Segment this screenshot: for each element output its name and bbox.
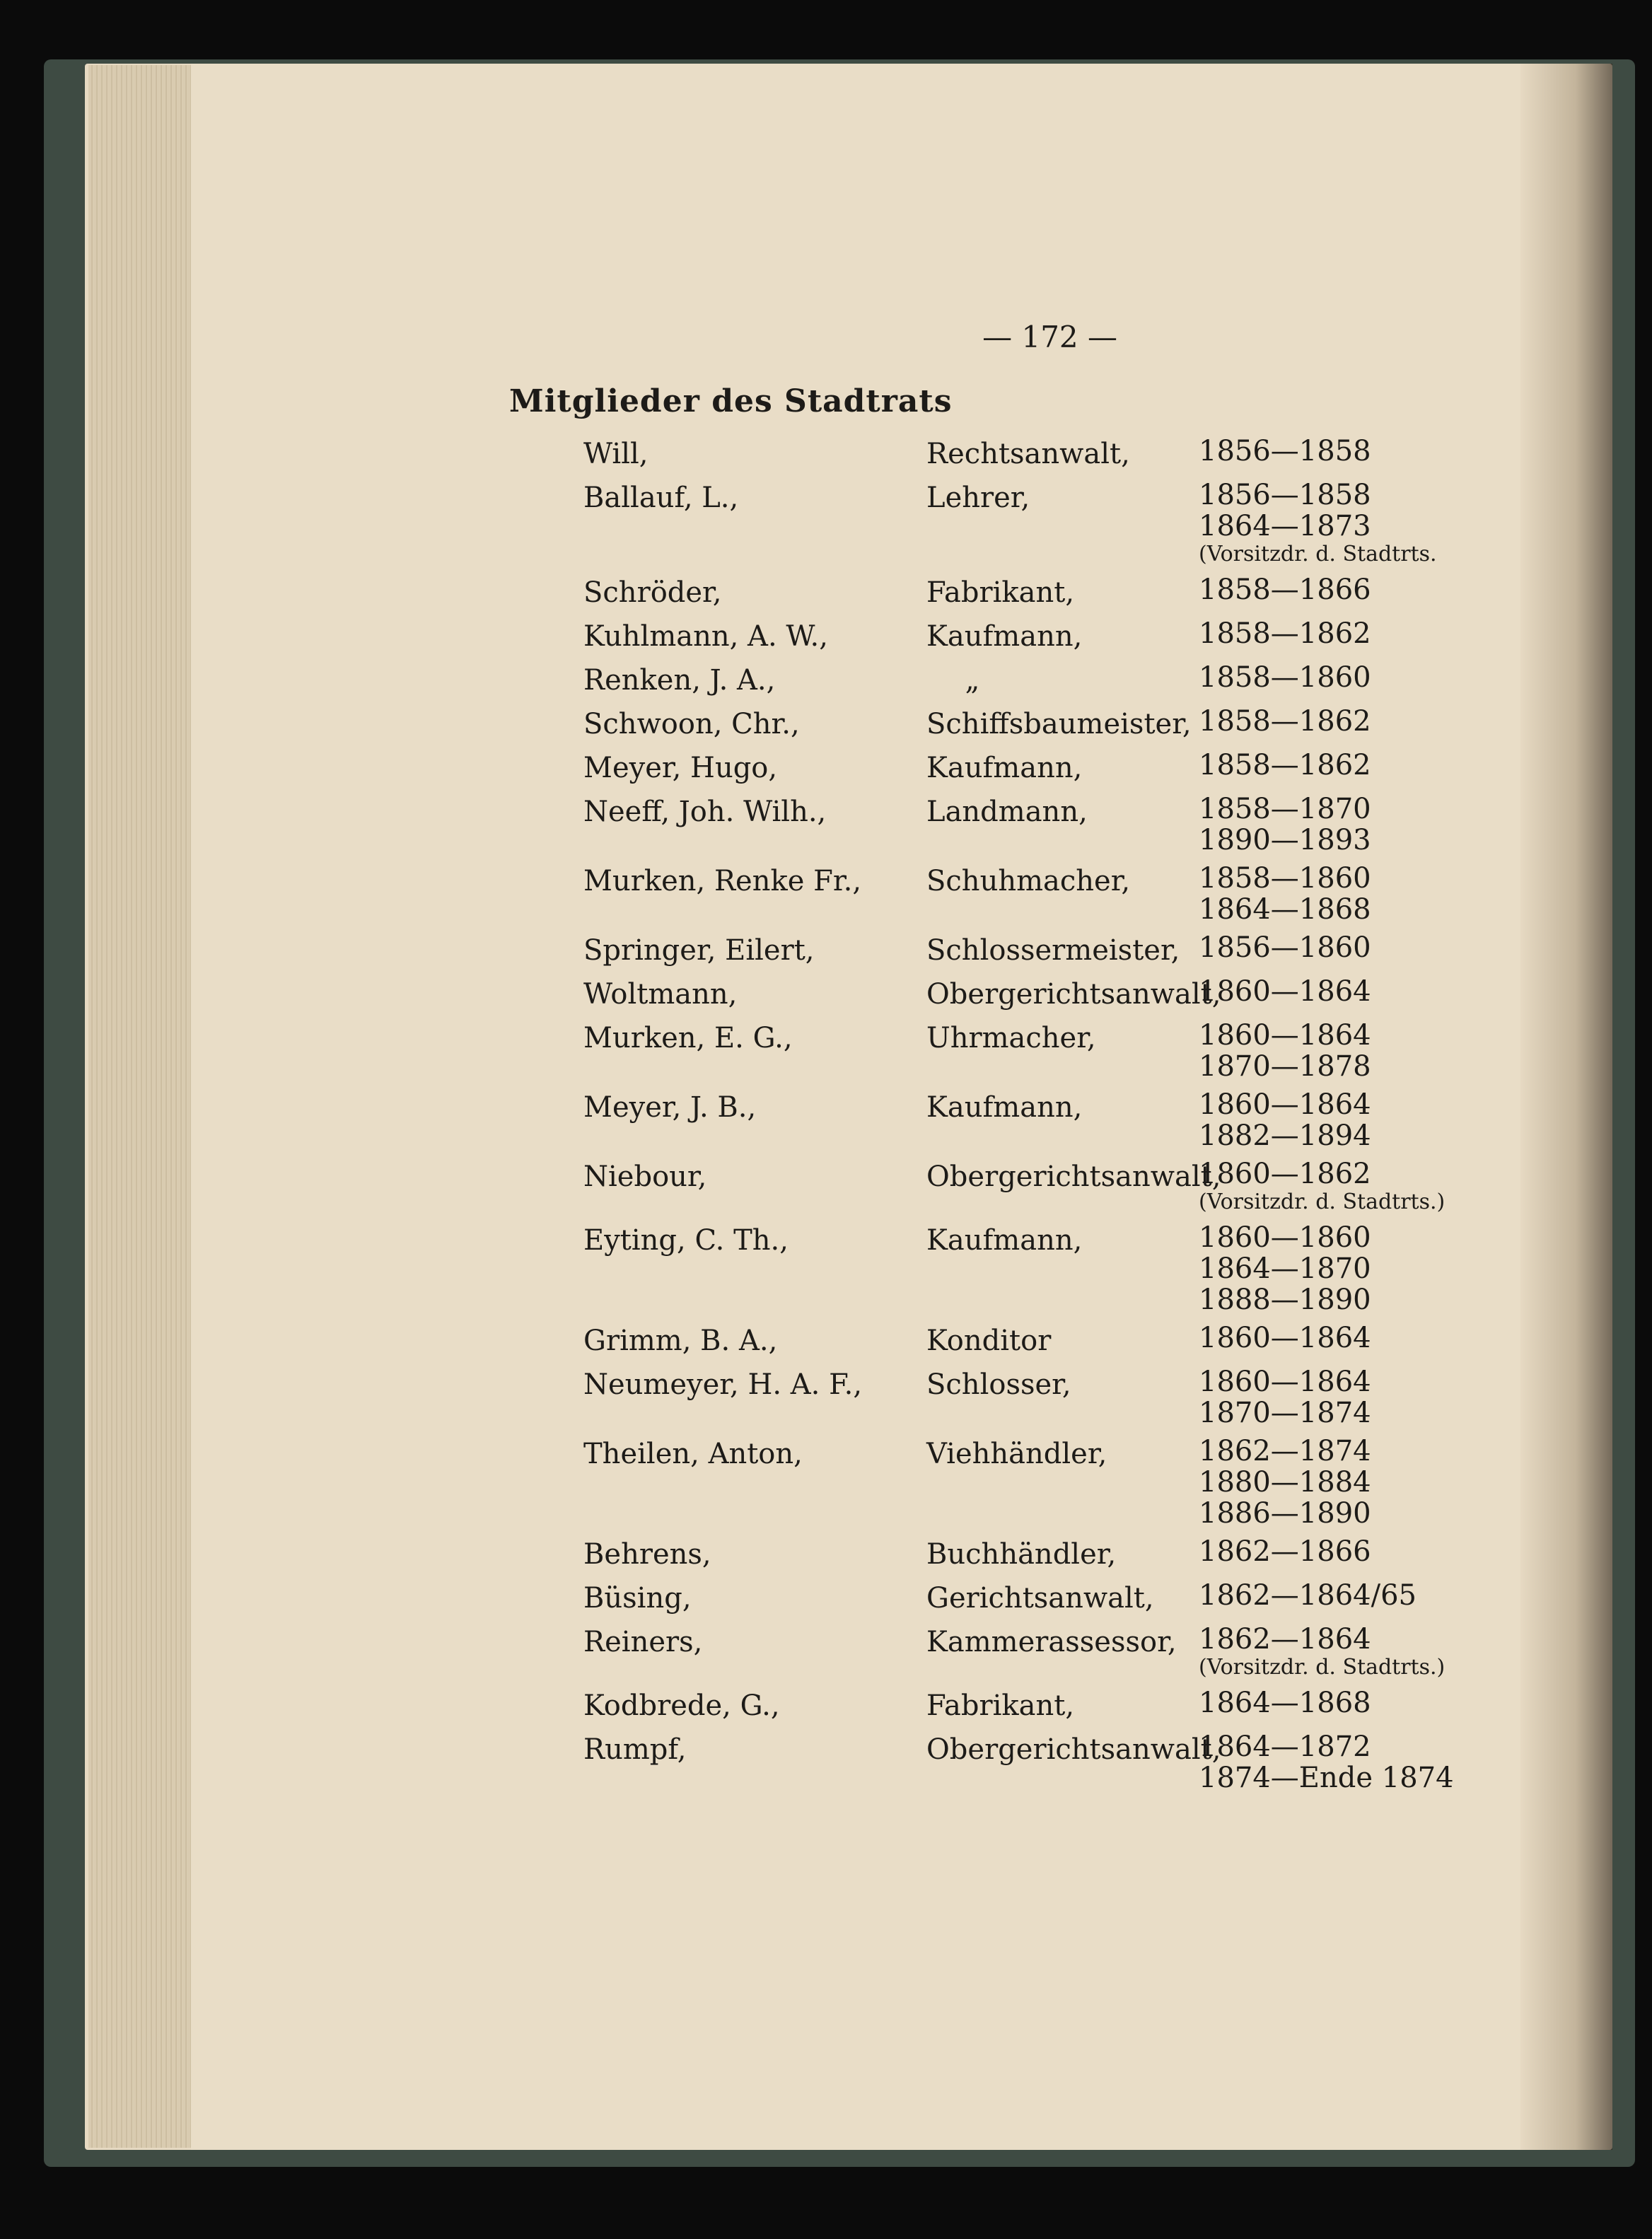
- chair-note: (Vorsitzdr. d. Stadtrts.): [1199, 1655, 1446, 1680]
- member-occupation: Konditor: [926, 1325, 1052, 1357]
- member-row: [583, 436, 1474, 472]
- term-years: 1882—1894: [1199, 1120, 1371, 1152]
- member-name: Schröder,: [583, 576, 722, 609]
- term-years: 1864—1868: [1199, 1687, 1371, 1719]
- member-terms: [1199, 706, 1371, 737]
- member-name: Meyer, Hugo,: [583, 752, 778, 784]
- member-occupation: Fabrikant,: [926, 576, 1075, 609]
- member-row: [583, 618, 1474, 655]
- member-occupation: Schlosser,: [926, 1368, 1071, 1401]
- term-years: 1860—1864: [1199, 1019, 1371, 1052]
- member-row: [583, 863, 1474, 925]
- member-occupation: Fabrikant,: [926, 1690, 1075, 1722]
- term-years: 1860—1862: [1199, 1158, 1371, 1190]
- member-occupation: Viehhändler,: [926, 1438, 1107, 1470]
- member-occupation: Schlossermeister,: [926, 934, 1180, 967]
- term-years: 1860—1864: [1199, 1322, 1371, 1354]
- member-terms: [1199, 1580, 1417, 1611]
- member-terms: [1199, 932, 1371, 963]
- page-gutter: [1520, 64, 1612, 2150]
- member-occupation: Obergerichtsanwalt,: [926, 1733, 1221, 1766]
- member-name: Grimm, B. A.,: [583, 1325, 778, 1357]
- term-years: 1862—1866: [1199, 1535, 1371, 1568]
- member-occupation: Kaufmann,: [926, 1091, 1083, 1124]
- member-name: Renken, J. A.,: [583, 664, 776, 697]
- member-occupation: Buchhändler,: [926, 1538, 1117, 1571]
- member-terms: [1199, 1020, 1371, 1082]
- member-occupation: Uhrmacher,: [926, 1022, 1096, 1054]
- term-years: 1860—1864: [1199, 1366, 1371, 1398]
- member-list: [583, 436, 1474, 1801]
- member-name: Theilen, Anton,: [583, 1438, 803, 1470]
- term-years: 1864—1872: [1199, 1731, 1371, 1763]
- member-occupation: Gerichtsanwalt,: [926, 1582, 1154, 1615]
- member-row: [583, 1436, 1474, 1529]
- term-years: 1870—1878: [1199, 1050, 1371, 1083]
- member-name: Reiners,: [583, 1626, 703, 1658]
- member-terms: [1199, 1089, 1371, 1151]
- term-years: 1886—1890: [1199, 1497, 1371, 1530]
- section-heading: Mitglieder des Stadtrats: [509, 383, 953, 419]
- member-occupation: Kammerassessor,: [926, 1626, 1177, 1658]
- member-name: Murken, Renke Fr.,: [583, 865, 862, 897]
- term-years: 1862—1874: [1199, 1435, 1371, 1467]
- member-occupation: „: [965, 664, 980, 697]
- member-terms: [1199, 662, 1371, 693]
- member-terms: [1199, 1366, 1371, 1429]
- term-years: 1858—1860: [1199, 661, 1371, 694]
- chair-note: (Vorsitzdr. d. Stadtrts.): [1199, 1190, 1446, 1214]
- member-terms: [1199, 976, 1371, 1007]
- member-name: Kuhlmann, A. W.,: [583, 620, 828, 653]
- member-row: [583, 1731, 1474, 1793]
- term-years: 1858—1860: [1199, 862, 1371, 895]
- member-occupation: Schiffsbaumeister,: [926, 708, 1192, 740]
- member-row: [583, 706, 1474, 743]
- member-terms: [1199, 574, 1371, 605]
- member-terms: [1199, 436, 1371, 467]
- term-years: 1862—1864/65: [1199, 1579, 1417, 1612]
- term-years: 1860—1860: [1199, 1221, 1371, 1254]
- term-years: 1858—1862: [1199, 617, 1371, 650]
- member-occupation: Landmann,: [926, 796, 1088, 828]
- term-years: 1858—1870: [1199, 793, 1371, 825]
- member-name: Neeff, Joh. Wilh.,: [583, 796, 827, 828]
- member-name: Neumeyer, H. A. F.,: [583, 1368, 863, 1401]
- member-row: [583, 1580, 1474, 1617]
- term-years: 1864—1870: [1199, 1252, 1371, 1285]
- member-terms: [1199, 1536, 1371, 1567]
- member-row: [583, 662, 1474, 699]
- member-terms: [1199, 1222, 1371, 1315]
- term-years: 1870—1874: [1199, 1397, 1371, 1429]
- member-occupation: Schuhmacher,: [926, 865, 1131, 897]
- term-years: 1858—1862: [1199, 705, 1371, 738]
- member-terms: [1199, 863, 1371, 925]
- term-years: 1856—1858: [1199, 435, 1371, 467]
- member-row: [583, 1089, 1474, 1151]
- member-row: [583, 976, 1474, 1013]
- member-row: [583, 793, 1474, 856]
- member-row: [583, 932, 1474, 969]
- member-occupation: Rechtsanwalt,: [926, 438, 1130, 470]
- member-terms: [1199, 1687, 1371, 1718]
- page-edges: [88, 65, 194, 2148]
- member-name: Büsing,: [583, 1582, 692, 1615]
- member-row: [583, 574, 1474, 611]
- member-occupation: Obergerichtsanwalt,: [926, 978, 1221, 1011]
- member-terms: [1199, 1322, 1371, 1354]
- chair-note: (Vorsitzdr. d. Stadtrts.: [1199, 542, 1437, 566]
- term-years: 1874—Ende 1874: [1199, 1762, 1454, 1794]
- member-row: [583, 1536, 1474, 1573]
- term-years: 1890—1893: [1199, 824, 1371, 856]
- term-years: 1858—1866: [1199, 574, 1371, 606]
- member-row: [583, 1020, 1474, 1082]
- member-name: Springer, Eilert,: [583, 934, 815, 967]
- member-name: Behrens,: [583, 1538, 711, 1571]
- member-name: Ballauf, L.,: [583, 482, 739, 514]
- member-row: [583, 1222, 1474, 1315]
- member-row: [583, 1366, 1474, 1429]
- member-row: [583, 1158, 1474, 1215]
- member-name: Murken, E. G.,: [583, 1022, 793, 1054]
- member-name: Will,: [583, 438, 648, 470]
- term-years: 1888—1890: [1199, 1284, 1371, 1316]
- term-years: 1860—1864: [1199, 1088, 1371, 1121]
- member-terms: [1199, 1624, 1445, 1680]
- member-terms: [1199, 793, 1371, 856]
- member-occupation: Kaufmann,: [926, 620, 1083, 653]
- member-occupation: Obergerichtsanwalt,: [926, 1161, 1221, 1193]
- term-years: 1862—1864: [1199, 1623, 1371, 1656]
- member-row: [583, 1624, 1474, 1680]
- member-terms: [1199, 618, 1371, 649]
- member-row: [583, 1322, 1474, 1359]
- member-name: Rumpf,: [583, 1733, 687, 1766]
- member-name: Woltmann,: [583, 978, 738, 1011]
- member-name: Meyer, J. B.,: [583, 1091, 757, 1124]
- member-row: [583, 479, 1474, 567]
- member-terms: [1199, 479, 1437, 567]
- term-years: 1858—1862: [1199, 749, 1371, 781]
- member-name: Niebour,: [583, 1161, 707, 1193]
- term-years: 1864—1873: [1199, 510, 1371, 542]
- member-terms: [1199, 1436, 1371, 1529]
- term-years: 1864—1868: [1199, 893, 1371, 926]
- book-page: [191, 64, 1520, 2150]
- member-name: Schwoon, Chr.,: [583, 708, 800, 740]
- member-row: [583, 750, 1474, 786]
- term-years: 1880—1884: [1199, 1466, 1371, 1499]
- member-occupation: Kaufmann,: [926, 1224, 1083, 1257]
- member-name: Kodbrede, G.,: [583, 1690, 780, 1722]
- term-years: 1856—1858: [1199, 479, 1371, 511]
- term-years: 1856—1860: [1199, 931, 1371, 964]
- page-number: — 172 —: [982, 320, 1117, 354]
- term-years: 1860—1864: [1199, 975, 1371, 1008]
- member-terms: [1199, 1731, 1454, 1793]
- member-occupation: Lehrer,: [926, 482, 1030, 514]
- member-name: Eyting, C. Th.,: [583, 1224, 789, 1257]
- member-occupation: Kaufmann,: [926, 752, 1083, 784]
- member-terms: [1199, 1158, 1445, 1215]
- member-terms: [1199, 750, 1371, 781]
- member-row: [583, 1687, 1474, 1724]
